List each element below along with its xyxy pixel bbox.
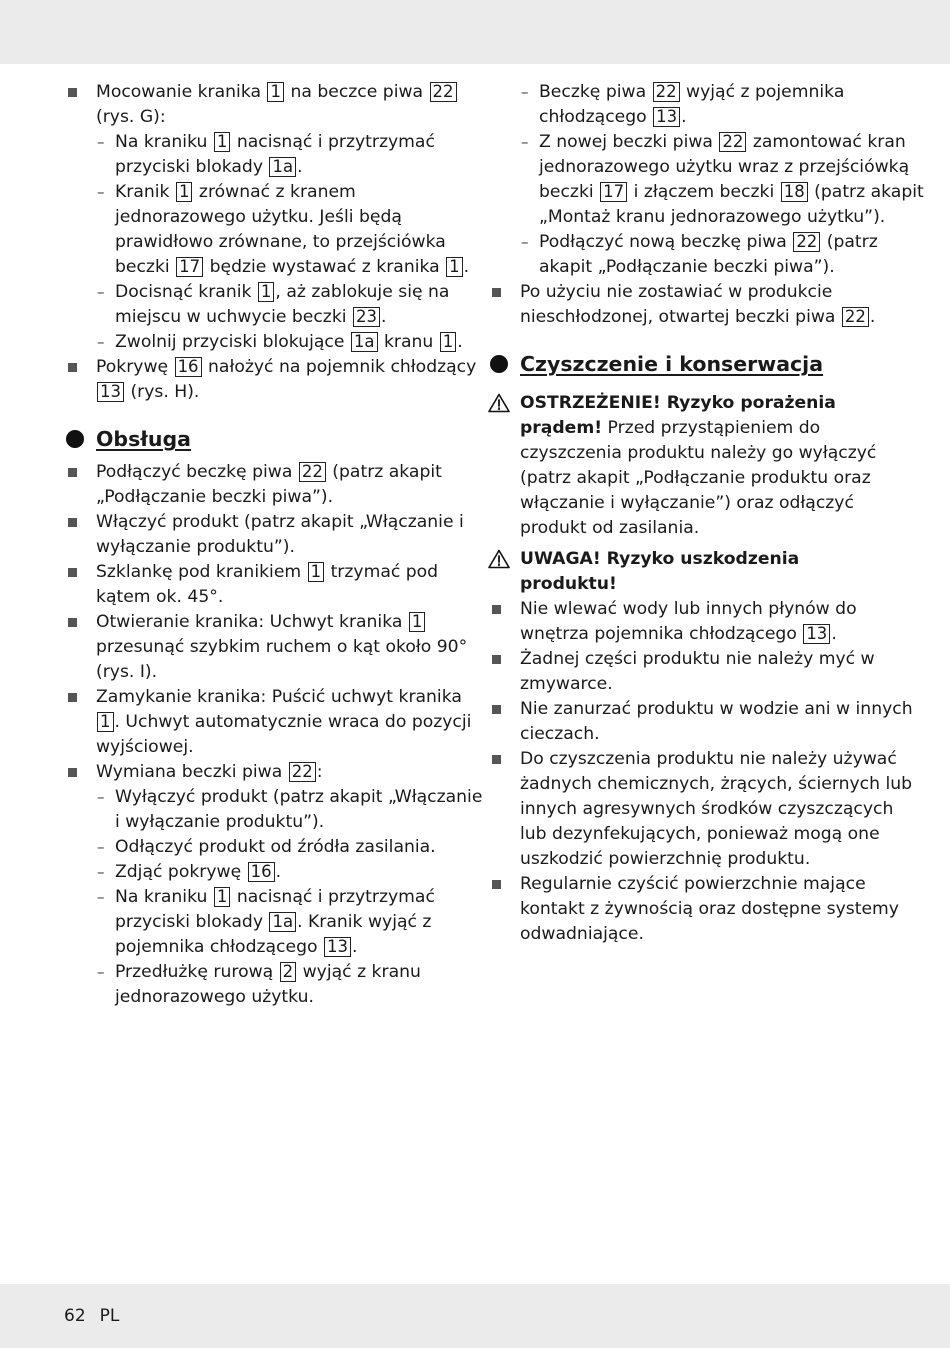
- section-bullet-icon: [66, 430, 84, 448]
- text-line: [539, 230, 878, 255]
- page-language: PL: [99, 1306, 120, 1326]
- text-line: [520, 747, 897, 772]
- text-line: [115, 960, 421, 985]
- text-segment: Po użyciu nie zostawiać w produkcie: [520, 282, 833, 302]
- warning-triangle-icon: [488, 393, 510, 413]
- text-line: [520, 772, 912, 797]
- text-segment: cieczach.: [520, 724, 600, 744]
- text-line: [115, 180, 356, 205]
- text-line: [96, 710, 471, 735]
- text-segment: (rys. I).: [96, 662, 158, 682]
- text-segment: nacisnąć i przytrzymać: [231, 887, 435, 907]
- text-segment: miejscu w uchwycie beczki: [115, 307, 353, 327]
- text-segment: kontakt z żywnością oraz dostępne systemy: [520, 899, 899, 919]
- text-segment: nałożyć na pojemnik chłodzący: [202, 357, 477, 377]
- part-reference-number: 22: [842, 307, 869, 327]
- part-reference-number: 1: [409, 612, 426, 632]
- text-segment: Zamykanie kranika: Puścić uchwyt kranika: [96, 687, 462, 707]
- text-segment: Żadnej części produktu nie należy myć w: [520, 649, 875, 669]
- text-line: [96, 80, 458, 105]
- part-reference-number: 1: [267, 82, 284, 102]
- text-line: [539, 105, 687, 130]
- part-reference-number: 1: [258, 282, 275, 302]
- text-segment: beczki: [539, 182, 600, 202]
- text-line: [96, 660, 157, 685]
- text-line: [520, 572, 617, 597]
- text-segment: .: [351, 937, 358, 957]
- bullet-square-icon: [492, 605, 501, 614]
- text-segment: i wyłączanie produktu”).: [115, 812, 325, 832]
- text-segment: . Uchwyt automatycznie wraca do pozycji: [114, 712, 472, 732]
- text-segment: :: [316, 762, 323, 782]
- text-line: [96, 635, 467, 660]
- text-segment: żadnych chemicznych, żrących, ściernych lub: [520, 774, 913, 794]
- bullet-square-icon: [492, 755, 501, 764]
- text-segment: wnętrza pojemnika chłodzącego: [520, 624, 803, 644]
- text-segment: .: [381, 307, 387, 327]
- text-line: [539, 255, 835, 280]
- text-segment: Nie zanurzać produktu w wodzie ani w innych: [520, 699, 913, 719]
- text-line: [115, 785, 482, 810]
- part-reference-number: 17: [600, 182, 627, 202]
- bullet-square-icon: [68, 468, 77, 477]
- text-line: [539, 205, 885, 230]
- dash-marker: –: [521, 133, 529, 151]
- text-segment: .: [297, 157, 303, 177]
- bold-text: prądem!: [520, 418, 603, 438]
- dash-marker: –: [521, 83, 529, 101]
- text-segment: (rys. H).: [125, 382, 200, 402]
- text-line: [520, 391, 836, 416]
- bullet-square-icon: [492, 655, 501, 664]
- part-reference-number: 1: [214, 132, 231, 152]
- text-segment: Podłączyć nową beczkę piwa: [539, 232, 793, 252]
- text-segment: Z nowej beczki piwa: [539, 132, 719, 152]
- text-line: [520, 516, 699, 541]
- part-reference-number: 1: [446, 257, 463, 277]
- text-line: [115, 860, 281, 885]
- text-segment: .: [869, 307, 876, 327]
- text-line: [520, 847, 810, 872]
- dash-marker: –: [97, 183, 105, 201]
- text-segment: wyjąć z kranu: [297, 962, 421, 982]
- text-segment: .: [457, 332, 463, 352]
- bullet-square-icon: [68, 768, 77, 777]
- text-segment: Do czyszczenia produktu nie należy używać: [520, 749, 897, 769]
- text-line: [539, 155, 909, 180]
- warning-triangle-icon: [488, 549, 510, 569]
- text-line: [520, 547, 799, 572]
- text-segment: kranu: [378, 332, 439, 352]
- text-line: [520, 722, 600, 747]
- text-segment: .: [275, 862, 282, 882]
- text-segment: Otwieranie kranika: Uchwyt kranika: [96, 612, 408, 632]
- part-reference-number: 22: [653, 82, 680, 102]
- text-segment: przyciski blokady: [115, 912, 269, 932]
- text-segment: Wymiana beczki piwa: [96, 762, 288, 782]
- section-heading-czyszczenie: Czyszczenie i konserwacja: [520, 352, 824, 376]
- text-segment: „Montaż kranu jednorazowego użytku”).: [539, 207, 886, 227]
- text-segment: chłodzącego: [539, 107, 653, 127]
- text-segment: beczki: [115, 257, 176, 277]
- text-segment: .: [681, 107, 687, 127]
- part-reference-number: 1: [214, 887, 231, 907]
- text-line: [520, 441, 876, 466]
- text-segment: Przed przystąpieniem do: [602, 418, 821, 438]
- text-segment: jednorazowego użytku wraz z przejściówką: [539, 157, 910, 177]
- text-segment: akapit „Podłączanie beczki piwa”).: [539, 257, 835, 277]
- text-line: [115, 305, 387, 330]
- text-segment: .: [831, 624, 837, 644]
- dash-marker: –: [97, 838, 105, 856]
- part-reference-number: 13: [324, 937, 351, 957]
- text-line: [520, 797, 893, 822]
- text-segment: jednorazowego użytku. Jeśli będą: [115, 207, 402, 227]
- part-reference-number: 22: [299, 462, 326, 482]
- text-line: [96, 560, 438, 585]
- part-reference-number: 22: [793, 232, 820, 252]
- page-number: 62: [64, 1306, 86, 1326]
- part-reference-number: 13: [803, 624, 830, 644]
- text-segment: przesunąć szybkim ruchem o kąt około 90°: [96, 637, 468, 657]
- bullet-square-icon: [68, 363, 77, 372]
- part-reference-number: 2: [280, 962, 297, 982]
- text-line: [115, 935, 357, 960]
- text-line: [96, 485, 333, 510]
- text-line: [539, 80, 844, 105]
- part-reference-number: 22: [719, 132, 746, 152]
- text-line: [520, 872, 866, 897]
- dash-marker: –: [97, 333, 105, 351]
- bullet-square-icon: [492, 288, 501, 297]
- text-line: [115, 885, 435, 910]
- bold-text: OSTRZEŻENIE! Ryzyko porażenia: [520, 393, 836, 413]
- text-line: [115, 205, 402, 230]
- text-line: [115, 280, 449, 305]
- part-reference-number: 18: [781, 182, 808, 202]
- text-line: [96, 685, 462, 710]
- text-segment: będzie wystawać z kranika: [204, 257, 446, 277]
- bold-text: produktu!: [520, 574, 617, 594]
- text-line: [520, 305, 875, 330]
- text-segment: Na kraniku: [115, 132, 213, 152]
- part-reference-number: 22: [430, 82, 457, 102]
- text-segment: odwadniające.: [520, 924, 644, 944]
- bullet-square-icon: [68, 568, 77, 577]
- text-line: [115, 985, 314, 1010]
- text-line: [520, 416, 820, 441]
- text-segment: Podłączyć beczkę piwa: [96, 462, 298, 482]
- text-segment: innych agresywnych środków czyszczących: [520, 799, 894, 819]
- text-segment: Wyłączyć produkt (patrz akapit „Włączanie: [115, 787, 483, 807]
- text-segment: (rys. G):: [96, 107, 166, 127]
- text-segment: czyszczenia produktu należy go wyłączyć: [520, 443, 877, 463]
- text-segment: Zdjąć pokrywę: [115, 862, 247, 882]
- text-line: [115, 130, 435, 155]
- text-segment: Regularnie czyścić powierzchnie mające: [520, 874, 866, 894]
- part-reference-number: 16: [248, 862, 275, 882]
- part-reference-number: 1: [176, 182, 193, 202]
- text-line: [115, 835, 436, 860]
- bold-text: UWAGA! Ryzyko uszkodzenia: [520, 549, 800, 569]
- text-line: [115, 910, 431, 935]
- bullet-square-icon: [492, 705, 501, 714]
- dash-marker: –: [97, 963, 105, 981]
- text-segment: (patrz akapit: [808, 182, 924, 202]
- part-reference-number: 1: [440, 332, 457, 352]
- text-segment: , aż zablokuje się na: [275, 282, 450, 302]
- text-line: [539, 130, 906, 155]
- dash-marker: –: [97, 133, 105, 151]
- section-heading-obsluga: Obsługa: [96, 427, 192, 451]
- text-segment: Kranik: [115, 182, 175, 202]
- text-segment: (patrz: [821, 232, 878, 252]
- text-segment: produkt od zasilania.: [520, 518, 700, 538]
- text-segment: nieschłodzonej, otwartej beczki piwa: [520, 307, 841, 327]
- text-line: [96, 510, 464, 535]
- text-segment: Włączyć produkt (patrz akapit „Włączanie i: [96, 512, 464, 532]
- text-segment: lub dezynfekujących, ponieważ mogą one: [520, 824, 880, 844]
- text-segment: Nie wlewać wody lub innych płynów do: [520, 599, 857, 619]
- text-line: [520, 280, 832, 305]
- text-line: [96, 535, 295, 560]
- text-line: [520, 622, 837, 647]
- text-segment: Przedłużkę rurową: [115, 962, 279, 982]
- text-segment: Na kraniku: [115, 887, 213, 907]
- bullet-square-icon: [492, 880, 501, 889]
- text-segment: nacisnąć i przytrzymać: [231, 132, 435, 152]
- text-line: [96, 610, 426, 635]
- dash-marker: –: [97, 863, 105, 881]
- text-line: [96, 760, 323, 785]
- part-reference-number: 1: [97, 712, 114, 732]
- text-line: [520, 922, 644, 947]
- text-segment: trzymać pod: [325, 562, 439, 582]
- text-segment: prawidłowo zrównane, to przejściówka: [115, 232, 446, 252]
- text-segment: . Kranik wyjąć z: [297, 912, 432, 932]
- text-line: [115, 155, 303, 180]
- text-line: [115, 810, 324, 835]
- text-line: [539, 180, 924, 205]
- bullet-square-icon: [68, 693, 77, 702]
- text-segment: Szklankę pod kranikiem: [96, 562, 307, 582]
- text-segment: Mocowanie kranika: [96, 82, 267, 102]
- text-segment: kątem ok. 45°.: [96, 587, 224, 607]
- part-reference-number: 22: [289, 762, 316, 782]
- bullet-square-icon: [68, 518, 77, 527]
- part-reference-number: 1: [308, 562, 325, 582]
- part-reference-number: 16: [175, 357, 202, 377]
- text-line: [96, 380, 199, 405]
- text-line: [96, 355, 476, 380]
- text-segment: włączanie i wyłączanie”) oraz odłączyć: [520, 493, 854, 513]
- bullet-square-icon: [68, 618, 77, 627]
- text-segment: .: [463, 257, 470, 277]
- text-segment: zmywarce.: [520, 674, 613, 694]
- text-line: [96, 585, 223, 610]
- text-segment: zrównać z kranem: [193, 182, 356, 202]
- text-line: [520, 822, 880, 847]
- text-segment: Docisnąć kranik: [115, 282, 257, 302]
- text-line: [115, 255, 469, 280]
- top-band: [0, 0, 950, 64]
- part-reference-number: 23: [353, 307, 380, 327]
- text-segment: wyłączanie produktu”).: [96, 537, 295, 557]
- part-reference-number: 17: [176, 257, 203, 277]
- page-footer: [64, 1306, 133, 1326]
- text-segment: zamontować kran: [747, 132, 906, 152]
- text-line: [520, 697, 913, 722]
- text-segment: „Podłączanie beczki piwa”).: [96, 487, 334, 507]
- text-segment: (patrz akapit: [326, 462, 442, 482]
- section-bullet-icon: [490, 355, 508, 373]
- part-reference-number: 1a: [269, 912, 296, 932]
- text-segment: Pokrywę: [96, 357, 174, 377]
- dash-marker: –: [97, 788, 105, 806]
- text-segment: (patrz akapit „Podłączanie produktu oraz: [520, 468, 871, 488]
- text-segment: Zwolnij przyciski blokujące: [115, 332, 350, 352]
- text-segment: jednorazowego użytku.: [115, 987, 314, 1007]
- text-line: [520, 672, 613, 697]
- part-reference-number: 13: [653, 107, 680, 127]
- text-segment: uszkodzić powierzchnię produktu.: [520, 849, 811, 869]
- bullet-square-icon: [68, 88, 77, 97]
- text-segment: i złączem beczki: [628, 182, 780, 202]
- text-segment: przyciski blokady: [115, 157, 269, 177]
- part-reference-number: 1a: [269, 157, 296, 177]
- dash-marker: –: [97, 283, 105, 301]
- text-line: [96, 460, 442, 485]
- text-line: [520, 466, 871, 491]
- dash-marker: –: [97, 888, 105, 906]
- text-segment: na beczce piwa: [284, 82, 429, 102]
- text-line: [520, 897, 899, 922]
- text-line: [115, 230, 446, 255]
- text-segment: wyjściowej.: [96, 737, 194, 757]
- text-line: [96, 105, 166, 130]
- text-line: [520, 491, 854, 516]
- text-segment: Beczkę piwa: [539, 82, 652, 102]
- text-segment: wyjąć z pojemnika: [680, 82, 845, 102]
- text-line: [115, 330, 463, 355]
- part-reference-number: 13: [97, 382, 124, 402]
- text-segment: Odłączyć produkt od źródła zasilania.: [115, 837, 436, 857]
- part-reference-number: 1a: [351, 332, 378, 352]
- text-line: [520, 647, 875, 672]
- text-line: [96, 735, 194, 760]
- text-line: [520, 597, 857, 622]
- dash-marker: –: [521, 233, 529, 251]
- text-segment: pojemnika chłodzącego: [115, 937, 323, 957]
- bottom-band: [0, 1284, 950, 1348]
